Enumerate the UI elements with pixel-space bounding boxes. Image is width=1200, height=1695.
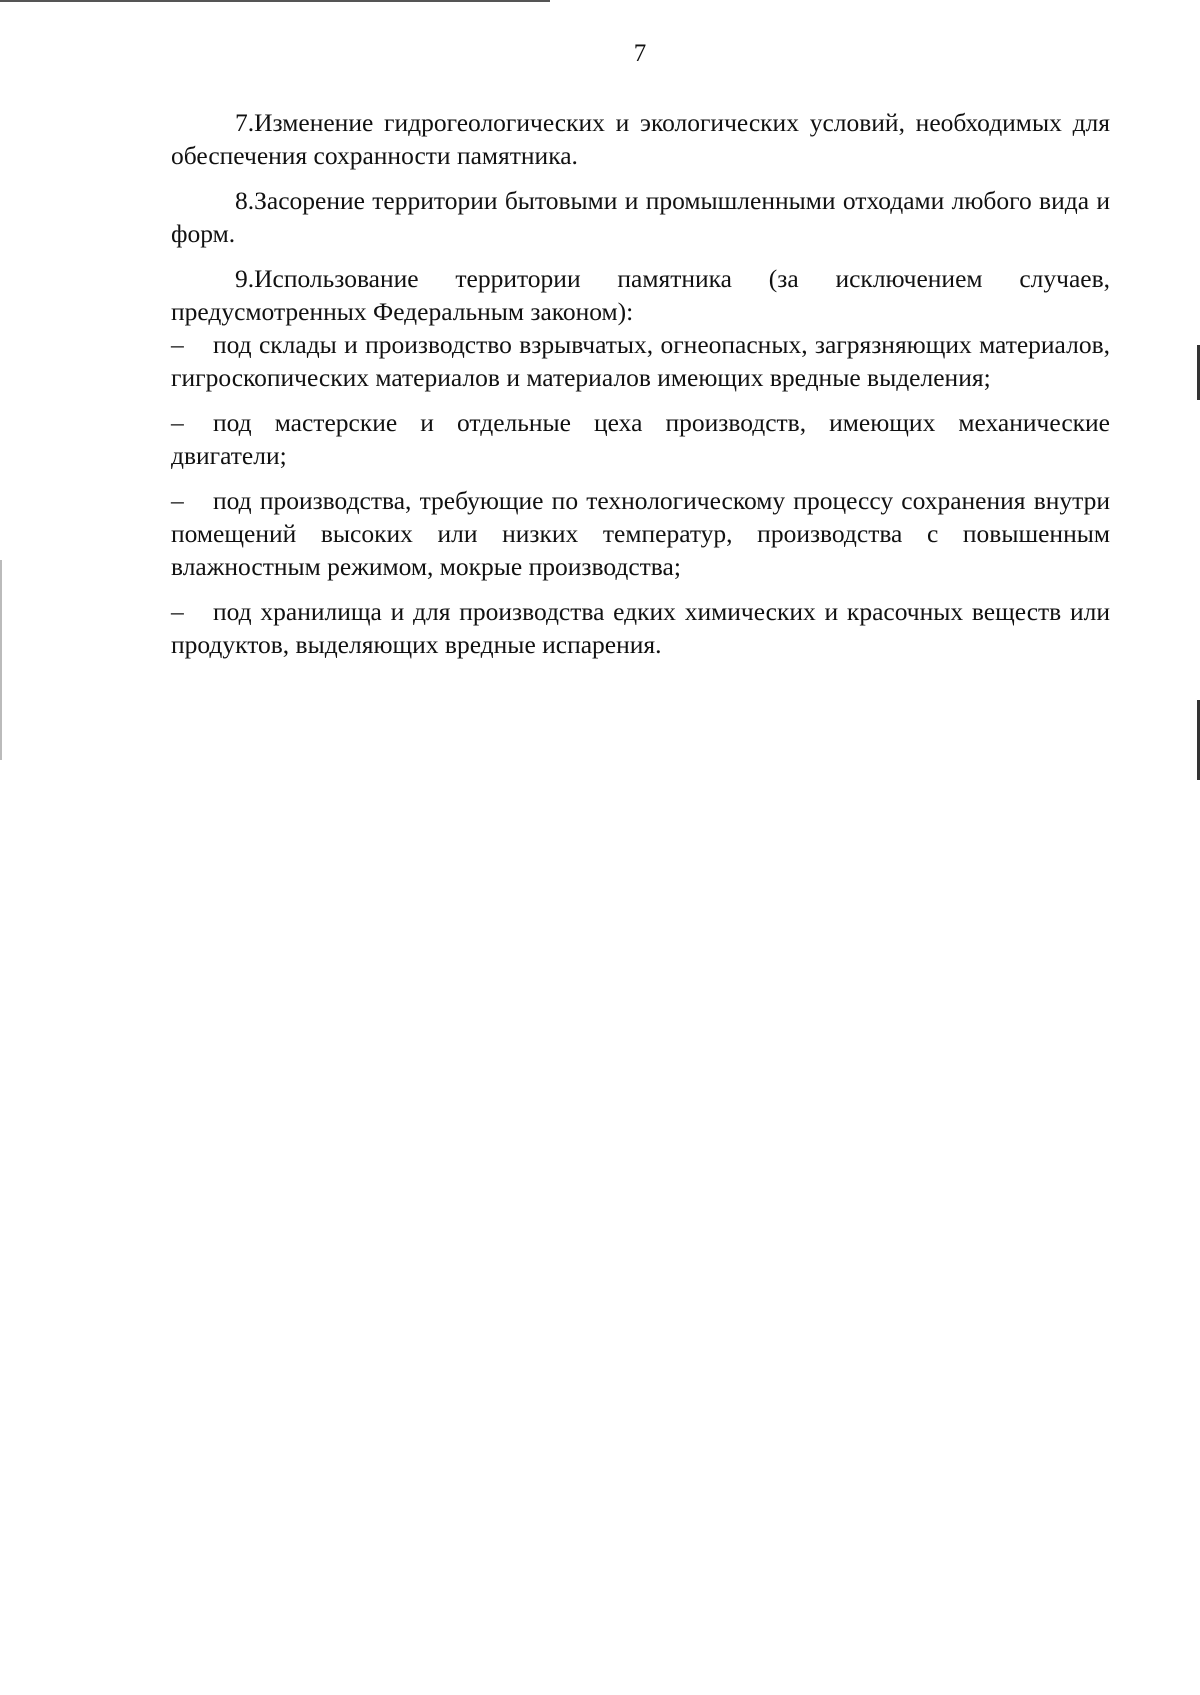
scan-edge-line — [0, 560, 2, 760]
bullet-item — [171, 595, 1110, 661]
page-number: 7 — [633, 40, 647, 67]
dash-marker: – — [171, 408, 184, 437]
bullet-item — [171, 484, 1110, 583]
scan-edge-line — [0, 0, 550, 2]
item-text: Засорение территории бытовыми и промышленными отходами любого вида и форм. — [171, 186, 1110, 248]
dash-marker: – — [171, 330, 184, 359]
item-number: 7. — [235, 108, 255, 137]
bullet-item — [171, 328, 1110, 394]
item-text: Изменение гидрогеологических и экологических условий, необходимых для обеспечения сохранности памятника. — [171, 108, 1110, 170]
item-number: 8. — [235, 186, 255, 215]
dash-marker: – — [171, 597, 184, 626]
item-text: Использование территории памятника (за исключением случаев, предусмотренных Федеральным законом): — [171, 264, 1110, 326]
list-item-8 — [171, 184, 1110, 250]
item-number: 9. — [235, 264, 255, 293]
dash-marker: – — [171, 486, 184, 515]
list-item-7 — [171, 106, 1110, 172]
bullet-text: под мастерские и отдельные цеха производств, имеющих механические двигатели; — [171, 408, 1110, 470]
bullet-text: под хранилища и для производства едких химических и красочных веществ или продуктов, выделяющих вредные испарения. — [171, 597, 1110, 659]
bullet-text: под производства, требующие по технологическому процессу сохранения внутри помещений высоких или низких температур, производства с повышенным влажностным режимом, мокрые производства; — [171, 486, 1110, 581]
document-body — [171, 106, 1110, 661]
bullet-item — [171, 406, 1110, 472]
bullet-text: под склады и производство взрывчатых, огнеопасных, загрязняющих материалов, гигроскопических материалов и материалов имеющих вредные выделения; — [171, 330, 1110, 392]
list-item-9 — [171, 262, 1110, 328]
